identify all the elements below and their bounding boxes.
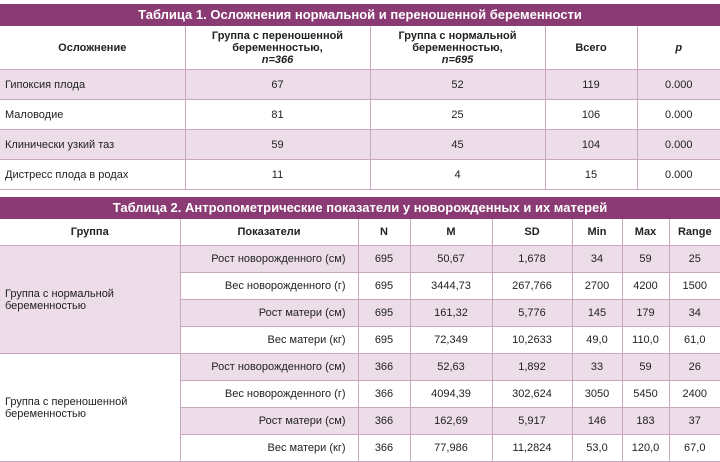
col-header-p xyxy=(637,26,720,70)
cell-sd: 5,917 xyxy=(492,408,572,435)
cell-normal: 45 xyxy=(370,130,545,160)
table-2-caption: Таблица 2. Антропометрические показатели у новорожденных и их матерей xyxy=(0,197,720,219)
cell-complication: Клинически узкий таз xyxy=(0,130,185,160)
cell-sd: 1,892 xyxy=(492,354,572,381)
table-1-header-row xyxy=(0,26,720,70)
cell-min: 33 xyxy=(572,354,622,381)
cell-indicator: Рост новорожденного (см) xyxy=(180,246,358,273)
header-text: беременностью, xyxy=(412,41,503,54)
cell-total: 104 xyxy=(545,130,637,160)
cell-complication: Дистресс плода в родах xyxy=(0,160,185,190)
cell-n: 366 xyxy=(358,354,410,381)
group-name: Группа с переношенной xyxy=(5,395,128,408)
cell-n: 366 xyxy=(358,381,410,408)
cell-complication: Гипоксия плода xyxy=(0,70,185,100)
cell-sd: 1,678 xyxy=(492,246,572,273)
cell-p: 0.000 xyxy=(637,70,720,100)
cell-normal: 52 xyxy=(370,70,545,100)
cell-min: 53,0 xyxy=(572,435,622,462)
cell-max: 59 xyxy=(622,354,669,381)
col-header-total: Всего xyxy=(545,26,637,70)
cell-m: 162,69 xyxy=(410,408,492,435)
cell-indicator: Вес новорожденного (г) xyxy=(180,273,358,300)
table-row xyxy=(0,246,720,273)
cell-indicator: Вес новорожденного (г) xyxy=(180,381,358,408)
cell-range: 2400 xyxy=(669,381,720,408)
header-n: n=695 xyxy=(441,53,474,66)
cell-min: 145 xyxy=(572,300,622,327)
cell-post: 81 xyxy=(185,100,370,130)
col-header-n: N xyxy=(358,219,410,246)
cell-indicator: Вес матери (кг) xyxy=(180,327,358,354)
cell-normal: 25 xyxy=(370,100,545,130)
cell-max: 110,0 xyxy=(622,327,669,354)
table-2 xyxy=(0,197,720,462)
col-header-max: Max xyxy=(622,219,669,246)
table-1-grid xyxy=(0,26,720,190)
cell-sd: 302,624 xyxy=(492,381,572,408)
cell-indicator: Рост матери (см) xyxy=(180,300,358,327)
group-name: беременностью xyxy=(5,299,86,312)
cell-range: 34 xyxy=(669,300,720,327)
cell-min: 146 xyxy=(572,408,622,435)
cell-m: 77,986 xyxy=(410,435,492,462)
cell-complication: Маловодие xyxy=(0,100,185,130)
cell-n: 695 xyxy=(358,327,410,354)
cell-m: 4094,39 xyxy=(410,381,492,408)
header-text: Группа с нормальной xyxy=(398,29,517,42)
table-1-caption: Таблица 1. Осложнения нормальной и переношенной беременности xyxy=(0,4,720,26)
group-name: Группа с нормальной xyxy=(5,287,114,300)
cell-max: 183 xyxy=(622,408,669,435)
col-header-complication: Осложнение xyxy=(0,26,185,70)
table-row xyxy=(0,130,720,160)
table-row xyxy=(0,70,720,100)
table-row xyxy=(0,354,720,381)
cell-max: 179 xyxy=(622,300,669,327)
cell-range: 67,0 xyxy=(669,435,720,462)
cell-p: 0.000 xyxy=(637,130,720,160)
cell-range: 26 xyxy=(669,354,720,381)
cell-post: 11 xyxy=(185,160,370,190)
cell-m: 3444,73 xyxy=(410,273,492,300)
col-header-min: Min xyxy=(572,219,622,246)
header-n: n=366 xyxy=(261,53,294,66)
cell-post: 67 xyxy=(185,70,370,100)
cell-indicator: Рост новорожденного (см) xyxy=(180,354,358,381)
cell-m: 72,349 xyxy=(410,327,492,354)
header-text: Группа с переношенной xyxy=(211,29,344,42)
cell-sd: 11,2824 xyxy=(492,435,572,462)
cell-n: 366 xyxy=(358,408,410,435)
group-name: беременностью xyxy=(5,407,86,420)
table-2-header-row xyxy=(0,219,720,246)
cell-max: 5450 xyxy=(622,381,669,408)
cell-min: 3050 xyxy=(572,381,622,408)
cell-sd: 267,766 xyxy=(492,273,572,300)
cell-min: 2700 xyxy=(572,273,622,300)
cell-min: 34 xyxy=(572,246,622,273)
cell-m: 161,32 xyxy=(410,300,492,327)
cell-range: 25 xyxy=(669,246,720,273)
table-1 xyxy=(0,4,720,190)
col-header-group: Группа xyxy=(0,219,180,246)
cell-total: 15 xyxy=(545,160,637,190)
cell-n: 695 xyxy=(358,246,410,273)
col-header-m: M xyxy=(410,219,492,246)
group-cell-normal xyxy=(0,246,180,354)
cell-max: 59 xyxy=(622,246,669,273)
cell-sd: 10,2633 xyxy=(492,327,572,354)
header-text: беременностью, xyxy=(232,41,323,54)
cell-sd: 5,776 xyxy=(492,300,572,327)
header-p-text: p xyxy=(675,41,683,54)
cell-p: 0.000 xyxy=(637,160,720,190)
cell-range: 61,0 xyxy=(669,327,720,354)
cell-n: 366 xyxy=(358,435,410,462)
table-row xyxy=(0,160,720,190)
col-header-normal xyxy=(370,26,545,70)
cell-max: 120,0 xyxy=(622,435,669,462)
cell-m: 52,63 xyxy=(410,354,492,381)
col-header-sd: SD xyxy=(492,219,572,246)
cell-range: 37 xyxy=(669,408,720,435)
cell-total: 119 xyxy=(545,70,637,100)
cell-indicator: Рост матери (см) xyxy=(180,408,358,435)
cell-indicator: Вес матери (кг) xyxy=(180,435,358,462)
cell-max: 4200 xyxy=(622,273,669,300)
cell-post: 59 xyxy=(185,130,370,160)
cell-min: 49,0 xyxy=(572,327,622,354)
table-2-grid xyxy=(0,219,720,462)
cell-m: 50,67 xyxy=(410,246,492,273)
col-header-range: Range xyxy=(669,219,720,246)
group-cell-post-term xyxy=(0,354,180,462)
cell-normal: 4 xyxy=(370,160,545,190)
col-header-post-term xyxy=(185,26,370,70)
col-header-indicator: Показатели xyxy=(180,219,358,246)
cell-n: 695 xyxy=(358,300,410,327)
cell-total: 106 xyxy=(545,100,637,130)
cell-range: 1500 xyxy=(669,273,720,300)
cell-n: 695 xyxy=(358,273,410,300)
table-row xyxy=(0,100,720,130)
cell-p: 0.000 xyxy=(637,100,720,130)
